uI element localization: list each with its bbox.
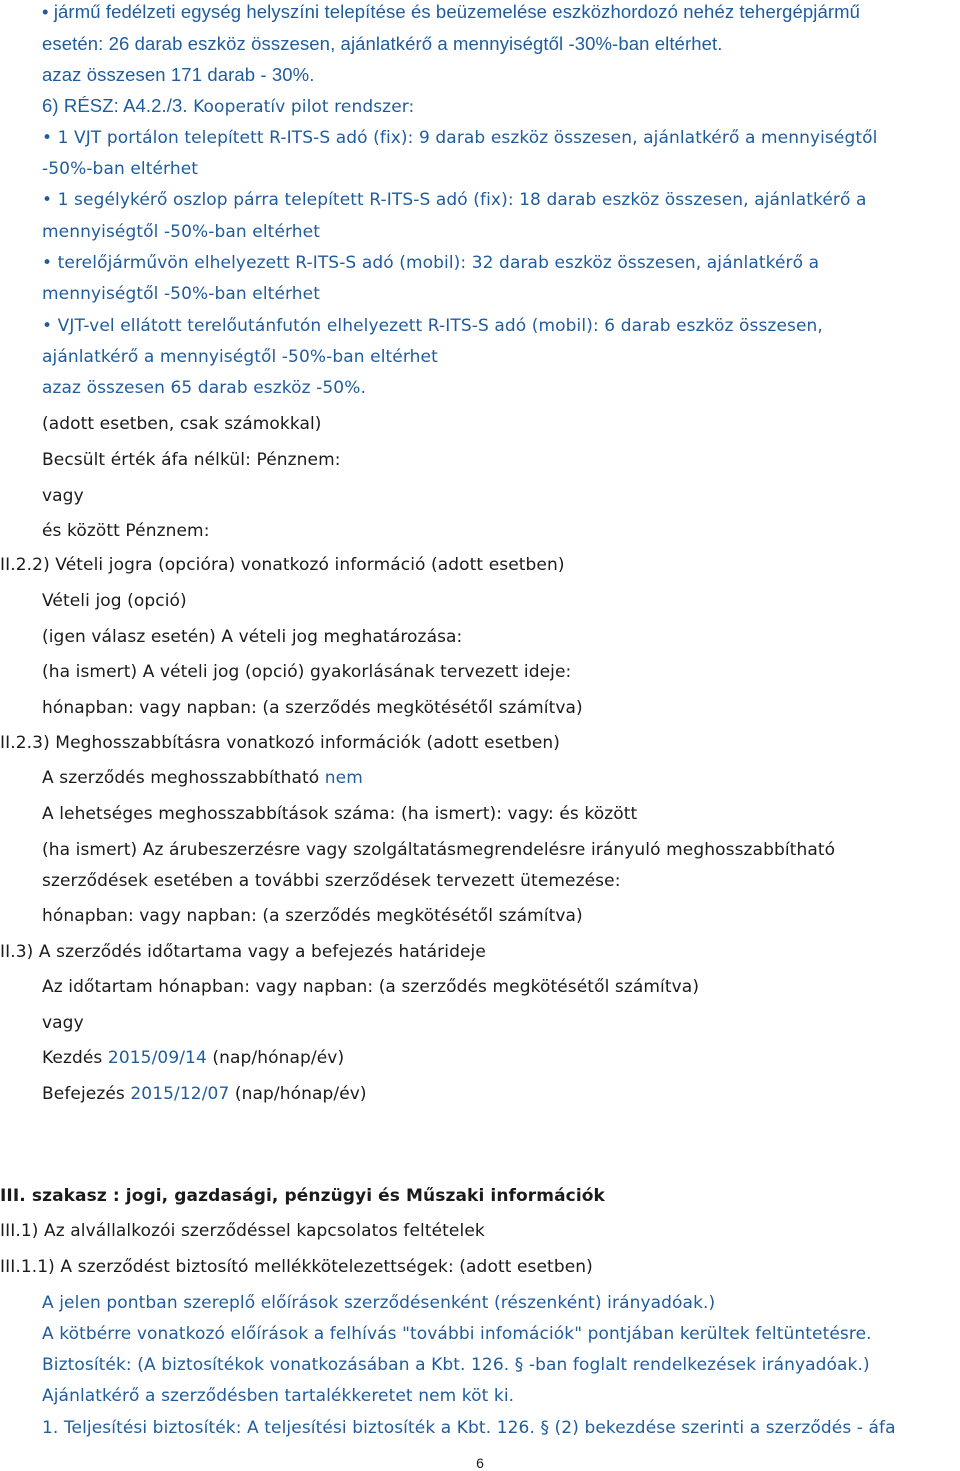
text-line: azaz összesen 171 darab - 30%. xyxy=(42,64,315,85)
section-heading: II.2.3) Meghosszabbításra vonatkozó információk (adott esetben) xyxy=(0,733,561,753)
section-heading: II.2.2) Vételi jogra (opcióra) vonatkozó információ (adott esetben) xyxy=(0,555,565,575)
heading-text: Kooperatív pilot rendszer: xyxy=(187,97,415,117)
list-item: • terelőjárművön elhelyezett R-ITS-S adó (mobil): 32 darab eszköz összesen, ajánlatkérő a xyxy=(42,253,819,273)
text-line: Vételi jog (opció) xyxy=(42,591,187,611)
list-item-cont: mennyiségtől -50%-ban eltérhet xyxy=(42,222,320,242)
text-line: Ajánlatkérő a szerződésben tartalékkeretet nem köt ki. xyxy=(42,1386,515,1406)
list-item-cont: -50%-ban eltérhet xyxy=(42,159,199,179)
text-line: hónapban: vagy napban: (a szerződés megkötésétől számítva) xyxy=(42,906,583,926)
start-date-line xyxy=(42,1048,344,1068)
text-line: A lehetséges meghosszabbítások száma: (ha ismert): vagy: és között xyxy=(42,804,638,824)
section-title: III. szakasz : jogi, gazdasági, pénzügyi és Műszaki információk xyxy=(0,1186,605,1206)
page-number: 6 xyxy=(476,1455,484,1471)
extension-label: A szerződés meghosszabbítható xyxy=(42,768,325,788)
text-line: A jelen pontban szereplő előírások szerződésenként (részenként) irányadóak.) xyxy=(42,1293,716,1313)
text-line: • jármű fedélzeti egység helyszíni telepítése és beüzemelése eszközhordozó nehéz tehergépjármű xyxy=(42,2,860,22)
text-line: és között Pénznem: xyxy=(42,521,210,541)
text-line: 1. Teljesítési biztosíték: A teljesítési biztosíték a Kbt. 126. § (2) bekezdése szerinti a szerződés - áfa xyxy=(42,1418,896,1438)
end-suffix: (nap/hónap/év) xyxy=(229,1084,367,1104)
text-line: (ha ismert) Az árubeszerzésre vagy szolgáltatásmegrendelésre irányuló meghosszabbítható xyxy=(42,840,836,860)
text-line: (ha ismert) A vételi jog (opció) gyakorlásának tervezett ideje: xyxy=(42,662,572,682)
section-heading: III.1.1) A szerződést biztosító mellékkötelezettségek: (adott esetben) xyxy=(0,1257,593,1277)
text-line xyxy=(42,96,414,117)
part-label: 6) RÉSZ: A4.2./3. xyxy=(42,95,188,116)
list-item-cont: mennyiségtől -50%-ban eltérhet xyxy=(42,284,320,304)
list-item: • 1 VJT portálon telepített R-ITS-S adó (fix): 9 darab eszköz összesen, ajánlatkérő a mennyiségtől xyxy=(42,128,877,148)
text-line: A kötbérre vonatkozó előírások a felhívás "további infomációk" pontjában kerültek feltüntetésre. xyxy=(42,1324,872,1344)
section-heading: III.1) Az alvállalkozói szerződéssel kapcsolatos feltételek xyxy=(0,1221,485,1241)
list-item-cont: ajánlatkérő a mennyiségtől -50%-ban eltérhet xyxy=(42,347,438,367)
text-line: szerződések esetében a további szerződések tervezett ütemezése: xyxy=(42,871,621,891)
list-total: azaz összesen 65 darab eszköz -50%. xyxy=(42,378,366,398)
end-date-line xyxy=(42,1084,367,1104)
text-line: Biztosíték: (A biztosítékok vonatkozásában a Kbt. 126. § -ban foglalt rendelkezések irányadóak.) xyxy=(42,1355,870,1375)
start-suffix: (nap/hónap/év) xyxy=(206,1048,345,1068)
end-label: Befejezés xyxy=(42,1084,131,1104)
list-item: • 1 segélykérő oszlop párra telepített R-ITS-S adó (fix): 18 darab eszköz összesen, ajánlatkérő a xyxy=(42,190,867,210)
end-date: 2015/12/07 xyxy=(130,1084,230,1104)
text-line xyxy=(42,768,363,788)
section-heading: II.3) A szerződés időtartama vagy a befejezés határideje xyxy=(0,942,486,962)
start-label: Kezdés xyxy=(42,1048,108,1068)
start-date: 2015/09/14 xyxy=(107,1048,207,1068)
extension-value: nem xyxy=(324,768,363,788)
text-line: vagy xyxy=(42,486,84,506)
text-line: Az időtartam hónapban: vagy napban: (a szerződés megkötésétől számítva) xyxy=(42,977,700,997)
note-line: (adott esetben, csak számokkal) xyxy=(42,414,322,434)
list-item: • VJT-vel ellátott terelőutánfutón elhelyezett R-ITS-S adó (mobil): 6 darab eszköz összesen, xyxy=(42,316,823,336)
text-line: (igen válasz esetén) A vételi jog meghatározása: xyxy=(42,627,463,647)
value-label: Becsült érték áfa nélkül: Pénznem: xyxy=(42,450,341,470)
text-line: vagy xyxy=(42,1013,84,1033)
text-line: hónapban: vagy napban: (a szerződés megkötésétől számítva) xyxy=(42,698,583,718)
text-line: esetén: 26 darab eszköz összesen, ajánlatkérő a mennyiségtől -30%-ban eltérhet. xyxy=(42,33,723,54)
